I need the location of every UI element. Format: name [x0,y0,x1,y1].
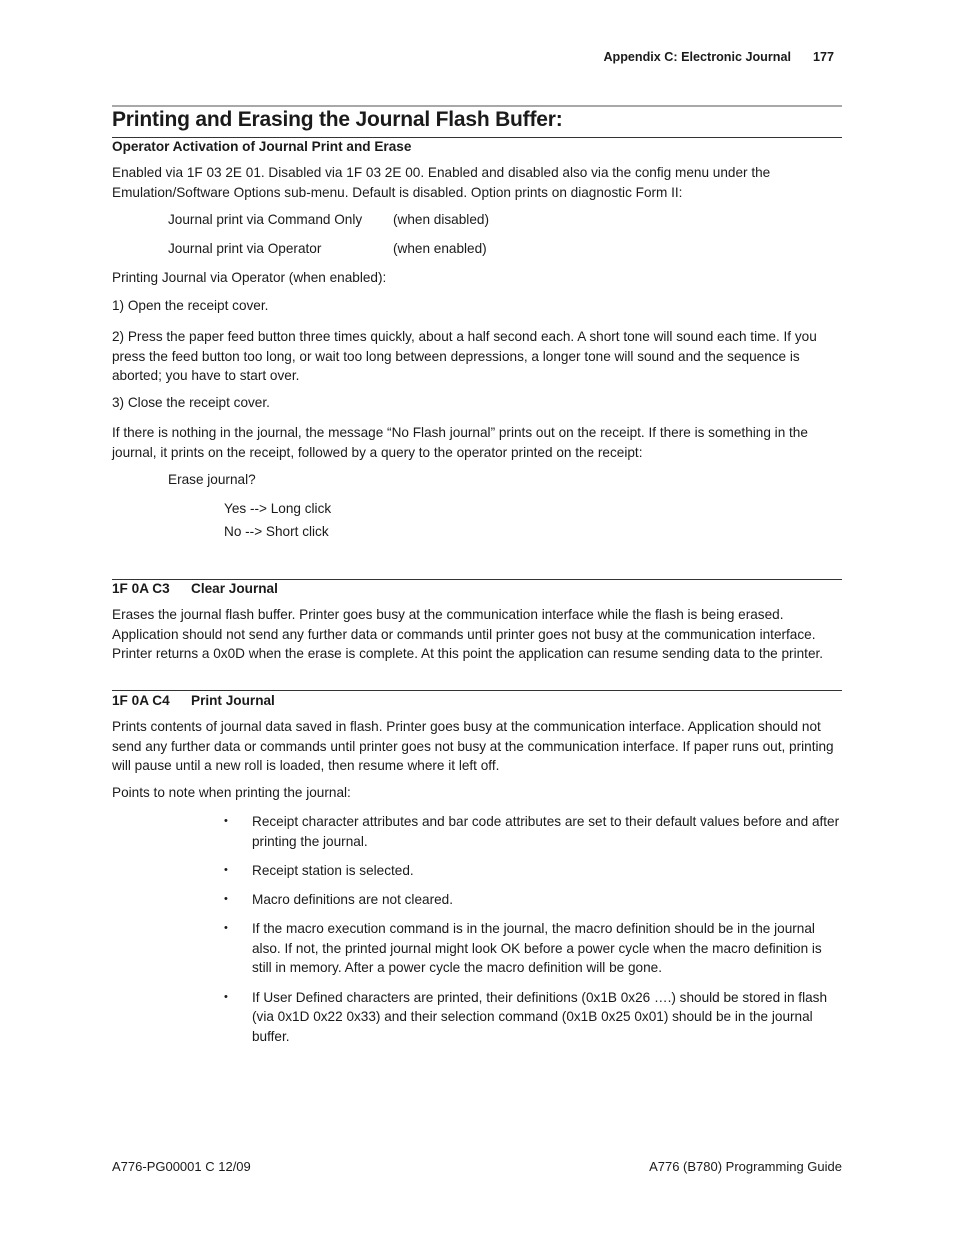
journal-result-text: If there is nothing in the journal, the message “No Flash journal” prints out on the receipt. If there is something in the journal, it prints on the receipt, followed by a query to the operator printed on the receipt: [112,425,808,460]
footer-guide-title: A776 (B780) Programming Guide [649,1159,842,1174]
points-list [224,812,844,1056]
step-3: 3) Close the receipt cover. [112,395,270,410]
header-section: Appendix C: Electronic Journal [603,50,791,64]
print-journal-name: Print Journal [191,693,275,708]
point-text: Receipt station is selected. [252,862,414,878]
steps-intro: Printing Journal via Operator (when enabled): [112,270,387,285]
mode-state-enabled: (when enabled) [393,241,487,256]
mode-label-operator: Journal print via Operator [168,241,322,256]
bullet-icon: • [224,922,228,935]
footer-doc-number: A776-PG00001 C 12/09 [112,1159,251,1174]
title-underline [112,137,842,138]
title-top-rule [112,105,842,107]
step-1: 1) Open the receipt cover. [112,298,269,313]
option-yes: Yes --> Long click [224,501,332,516]
clear-journal-description: Erases the journal flash buffer. Printer goes busy at the communication interface while the flash is being erased. Application should not send any further data or commands until printer goes not busy at the communication interface. Printer returns a 0x0D when the erase is complete. At this point the application can resume sending data to the printer. [112,607,824,662]
list-item [224,861,844,881]
point-text: Receipt character attributes and bar code attributes are set to their default values before and after printing the journal. [252,814,840,849]
page-number: 177 [812,50,834,64]
bullet-icon: • [224,815,228,827]
list-item [224,812,844,851]
option-no: No --> Short click [224,524,329,539]
clear-journal-heading [112,581,278,596]
points-intro: Points to note when printing the journal: [112,785,351,800]
step-2: 2) Press the paper feed button three times quickly, about a half second each. A short tone will sound each time. If you press the feed button too long, or wait too long between depressions, a longer tone will sound and the sequence is aborted; you have to start over. [112,329,817,384]
page-title: Printing and Erasing the Journal Flash Buffer: [112,108,563,131]
point-text: If User Defined characters are printed, their definitions (0x1B 0x26 ….) should be stored in flash (via 0x1D 0x22 0x33) and their selection command (0x1B 0x25 0x01) should be in the journal buffer. [252,989,828,1044]
print-journal-description: Prints contents of journal data saved in flash. Printer goes busy at the communication interface. Application should not send any further data or commands until printer goes not busy at the communication interface. If paper runs out, printing will pause until a new roll is loaded, then resume where it left off. [112,719,834,774]
clear-journal-rule [112,579,842,580]
bullet-icon: • [224,990,228,1003]
point-text: Macro definitions are not cleared. [252,891,453,907]
running-header [112,50,834,64]
list-item [224,890,844,910]
operator-activation-intro: Enabled via 1F 03 2E 01. Disabled via 1F 03 2E 00. Enabled and disabled also via the config menu under the Emulation/Software Options sub-menu. Default is disabled. Option prints on diagnostic Form II: [112,165,771,200]
print-journal-command: 1F 0A C4 [112,693,170,708]
point-text: If the macro execution command is in the journal, the macro definition should be in the journal also. If not, the printed journal might look OK before a power cycle when the macro definition is still in memory. After a power cycle the macro definition will be gone. [252,921,822,976]
bullet-icon: • [224,892,228,905]
print-journal-rule [112,690,842,691]
mode-state-disabled: (when disabled) [393,212,489,227]
print-journal-heading [112,693,275,708]
clear-journal-command: 1F 0A C3 [112,581,170,596]
clear-journal-name: Clear Journal [191,581,278,596]
list-item [224,988,844,1047]
bullet-icon: • [224,863,228,876]
mode-label-command-only: Journal print via Command Only [168,212,363,227]
erase-query: Erase journal? [168,472,256,487]
operator-activation-heading: Operator Activation of Journal Print and Erase [112,139,412,154]
list-item [224,919,844,978]
